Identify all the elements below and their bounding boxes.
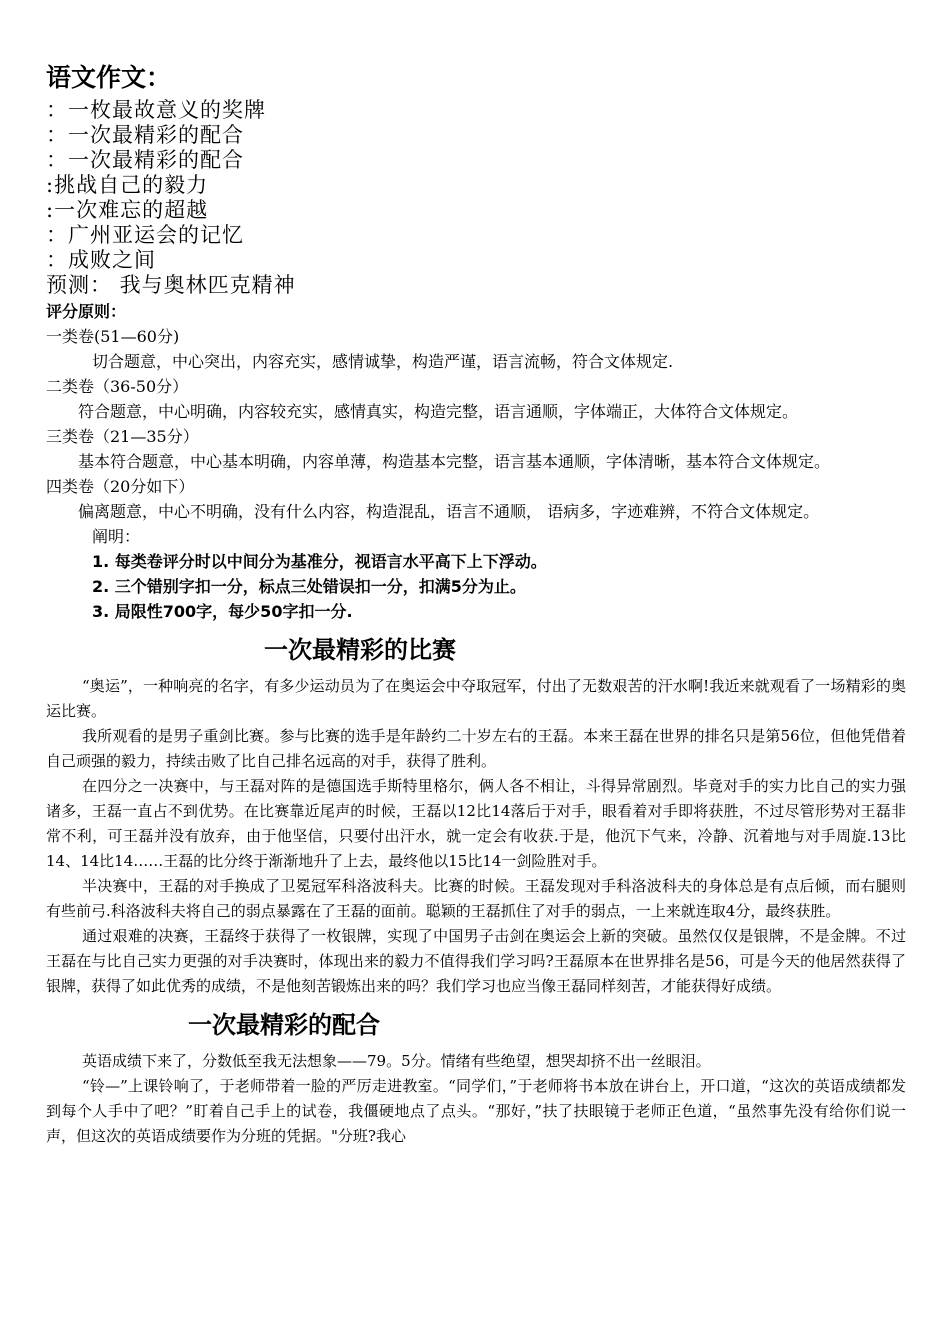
topic-item: :一次难忘的超越 bbox=[46, 198, 209, 222]
essay-2 bbox=[46, 1005, 906, 1149]
topic-item: ：一次最精彩的配合 bbox=[46, 123, 244, 147]
grade-name: 三类卷（21—35分） bbox=[46, 427, 199, 446]
grade-desc: 符合题意，中心明确，内容较充实，感情真实，构造完整，语言通顺，字体端正，大体符合文体规定。 bbox=[78, 402, 799, 421]
essay-paragraph: 通过艰难的决赛，王磊终于获得了一枚银牌，实现了中国男子击剑在奥运会上新的突破。虽然仅仅是银牌，不是金牌。不过王磊在与比自己实力更强的对手决赛时，体现出来的毅力不值得我们学习吗?王磊原本在世界排名是56，可是今天的他居然获得了银牌，获得了如此优秀的成绩，不是他刻苦锻炼出来的吗？我们学习也应当像王磊同样刻苦，才能获得好成绩。 bbox=[46, 927, 906, 995]
note-label: 阐明： bbox=[92, 527, 141, 546]
note-item: 3. 局限性700字，每少50字扣一分. bbox=[92, 602, 353, 621]
grade-desc: 切合题意，中心突出，内容充实，感情诚挚，构造严谨，语言流畅，符合文体规定. bbox=[92, 352, 674, 371]
grade-desc: 基本符合题意，中心基本明确，内容单薄，构造基本完整，语言基本通顺，字体清晰，基本符合文体规定。 bbox=[78, 452, 831, 471]
grade-desc: 偏离题意，中心不明确，没有什么内容，构造混乱，语言不通顺， 语病多，字迹难辨，不符合文体规定。 bbox=[78, 502, 820, 521]
topic-item: ：成败之间 bbox=[46, 248, 156, 272]
rules-heading: 评分原则： bbox=[46, 302, 127, 321]
document-page bbox=[46, 58, 906, 1149]
essay-paragraph: 半决赛中，王磊的对手换成了卫冕冠军科洛波科夫。比赛的时候。王磊发现对手科洛波科夫的身体总是有点后倾，而右腿则有些前弓.科洛波科夫将自己的弱点暴露在了王磊的面前。聪颖的王磊抓住了对手的弱点，一上来就连取4分，最终获胜。 bbox=[46, 877, 906, 920]
note-item: 2. 三个错别字扣一分，标点三处错误扣一分，扣满5分为止。 bbox=[92, 577, 526, 596]
topic-item: ：一枚最故意义的奖牌 bbox=[46, 98, 266, 122]
essay-title: 一次最精彩的配合 bbox=[188, 1010, 380, 1039]
topic-list bbox=[46, 98, 906, 298]
essay-paragraph: “奥运”，一种响亮的名字，有多少运动员为了在奥运会中夺取冠军，付出了无数艰苦的汗水啊!我近来就观看了一场精彩的奥运比赛。 bbox=[46, 677, 906, 720]
essay-paragraph: 英语成绩下来了，分数低至我无法想象——79。5分。情绪有些绝望，想哭却挤不出一丝眼泪。 bbox=[82, 1052, 711, 1070]
grade-name: 二类卷（36-50分） bbox=[46, 377, 189, 396]
topic-item: :挑战自己的毅力 bbox=[46, 173, 209, 197]
essay-title: 一次最精彩的比赛 bbox=[264, 635, 456, 664]
note-item: 1. 每类卷评分时以中间分为基准分，视语言水平高下上下浮动。 bbox=[92, 552, 547, 571]
prediction-topic: 预测： 我与奥林匹克精神 bbox=[46, 273, 296, 297]
topic-item: ：一次最精彩的配合 bbox=[46, 148, 244, 172]
grade-name: 四类卷（20分如下） bbox=[46, 477, 195, 496]
essay-paragraph: “铃—”上课铃响了，于老师带着一脸的严厉走进教室。“同学们，”于老师将书本放在讲台上，开口道，“这次的英语成绩都发到每个人手中了吧？”盯着自己手上的试卷，我僵硬地点了点头。“那好，”扶了扶眼镜于老师正色道，“虽然事先没有给你们说一声，但这次的英语成绩要作为分班的凭据。"分班?我心 bbox=[46, 1077, 906, 1145]
essay-1 bbox=[46, 630, 906, 999]
scoring-rules bbox=[46, 300, 906, 624]
essay-paragraph: 我所观看的是男子重剑比赛。参与比赛的选手是年龄约二十岁左右的王磊。本来王磊在世界的排名只是第56位，但他凭借着自己顽强的毅力，持续击败了比自己排名远高的对手，获得了胜利。 bbox=[46, 727, 906, 770]
page-title: 语文作文： bbox=[46, 63, 172, 92]
topic-item: ：广州亚运会的记忆 bbox=[46, 223, 244, 247]
essay-paragraph: 在四分之一决赛中，与王磊对阵的是德国选手斯特里格尔，俩人各不相让，斗得异常剧烈。毕竟对手的实力比自己的实力强诸多，王磊一直占不到优势。在比赛靠近尾声的时候，王磊以12比14落后于对手，眼看着对手即将获胜，不过尽管形势对王磊非常不利，可王磊并没有放弃，由于他坚信，只要付出汗水，就一定会有收获.于是，他沉下气来，冷静、沉着地与对手周旋.13比14、14比14……王磊的比分终于渐渐地升了上去，最终他以15比14一剑险胜对手。 bbox=[46, 777, 906, 870]
grade-name: 一类卷(51—60分) bbox=[46, 327, 180, 346]
